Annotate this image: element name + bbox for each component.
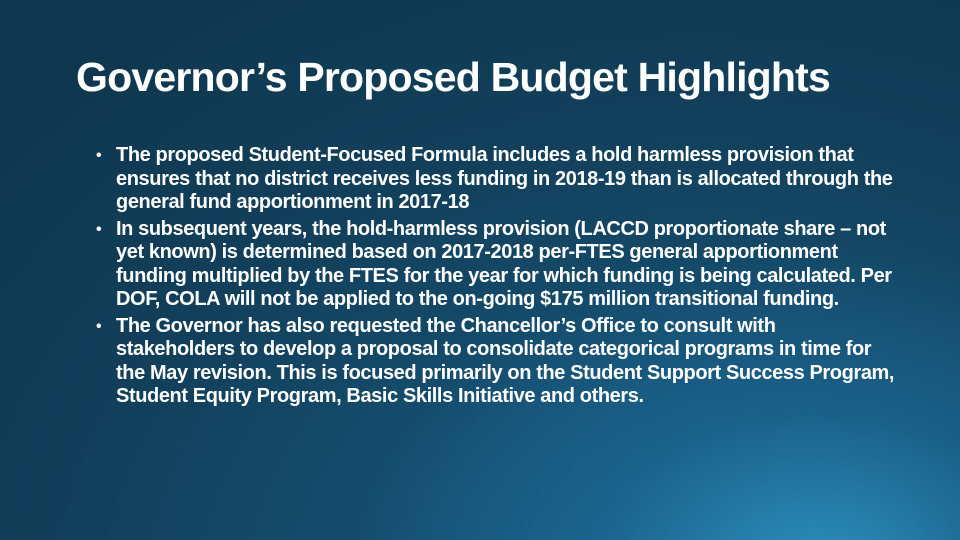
bullet-text: In subsequent years, the hold-harmless provision (LACCD proportionate share – not yet known) is determined based on 2017-2018 per-FTES general apportionment funding multiplied by the FTES for the year for which funding is being calculated. Per DOF, COLA will not be applied to the on-going $175 million transitional funding. (116, 217, 892, 310)
bullet-list (96, 144, 896, 412)
bullet-text: The proposed Student-Focused Formula includes a hold harmless provision that ensures that no district receives less funding in 2018-19 than is allocated through the general fund apportionment in 2017-18 (116, 144, 893, 213)
bullet-item (96, 144, 896, 215)
slide-title: Governor’s Proposed Budget Highlights (76, 54, 831, 100)
bullet-icon: • (96, 220, 102, 238)
bullet-icon: • (96, 317, 102, 335)
bullet-text: The Governor has also requested the Chancellor’s Office to consult with stakeholders to develop a proposal to consolidate categorical programs in time for the May revision. This is focused primarily on the Student Support Success Program, Student Equity Program, Basic Skills Initiative and others. (116, 314, 895, 407)
bullet-icon: • (96, 147, 102, 164)
bullet-item (96, 315, 896, 409)
bullet-item (96, 218, 896, 312)
